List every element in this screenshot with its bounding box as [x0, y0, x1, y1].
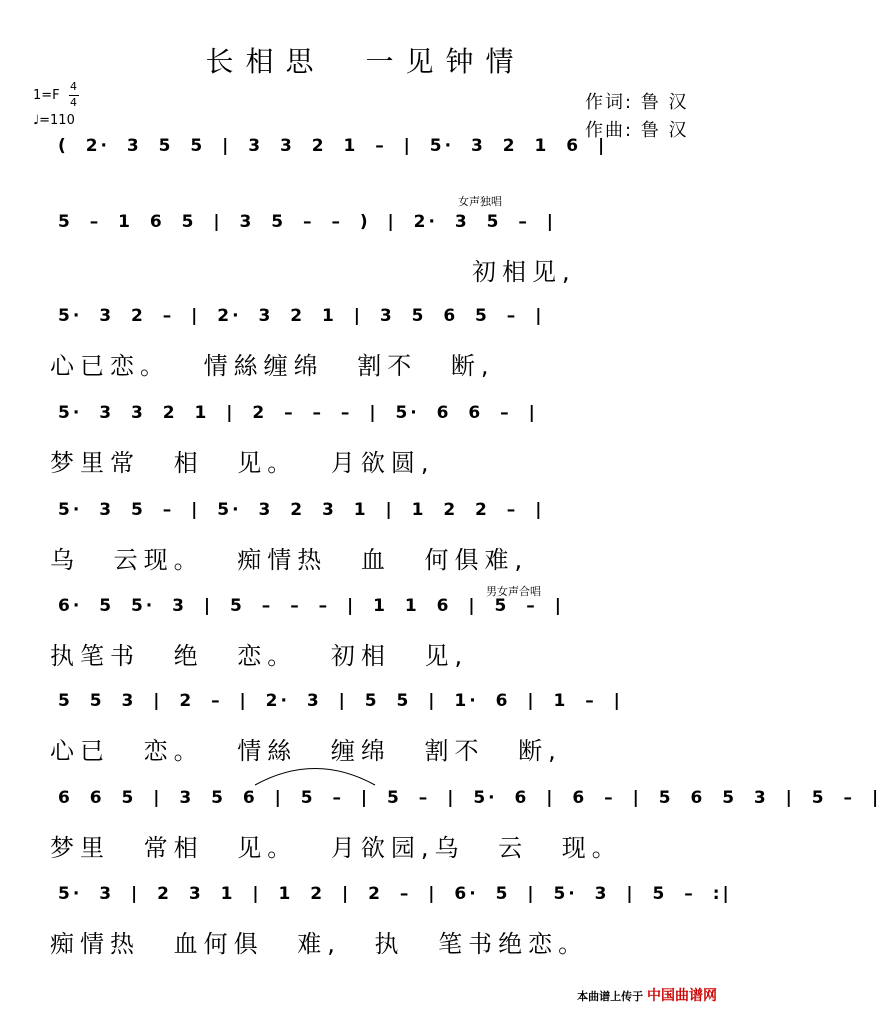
lyrics-line-7: 心已 恋。 情絲 缠绵 割不 断,: [50, 737, 562, 765]
time-signature-denominator: 4: [70, 96, 77, 109]
notation-line-5: 5· 3 5 – | 5· 3 2 3 1 | 1 2 2 – |: [58, 500, 545, 520]
duet-annotation: 男女声合唱: [486, 585, 541, 598]
notation-line-9: 5· 3 | 2 3 1 | 1 2 | 2 – | 6· 5 | 5· 3 | 5 – :|: [58, 884, 732, 904]
page-title: 长相思 一见钟情: [205, 45, 526, 78]
lyrics-line-2: 初相见,: [472, 258, 576, 286]
lyrics-line-8: 梦里 常相 见。 月欲园,乌 云 现。: [50, 834, 622, 862]
lyrics-line-3: 心已恋。 情絲缠绵 割不 断,: [50, 352, 495, 380]
notation-line-7: 5 5 3 | 2 – | 2· 3 | 5 5 | 1· 6 | 1 – |: [58, 691, 623, 711]
notation-line-3: 5· 3 2 – | 2· 3 2 1 | 3 5 6 5 – |: [58, 306, 545, 326]
tempo-marking: ♩=110: [33, 113, 75, 128]
female-solo-annotation: 女声独唱: [458, 195, 502, 208]
key-signature: 1=F: [33, 88, 60, 103]
notation-line-8: 6 6 5 | 3 5 6 | 5 – | 5 – | 5· 6 | 6 – | 5 6 5 3 | 5 – |: [58, 788, 881, 808]
lyrics-line-4: 梦里常 相 见。 月欲圆,: [50, 449, 435, 477]
notation-line-2: 5 – 1 6 5 | 3 5 – – ) | 2· 3 5 – |: [58, 212, 557, 232]
lyrics-line-5: 乌 云现。 痴情热 血 何俱难,: [50, 546, 529, 574]
notation-line-6: 6· 5 5· 3 | 5 – – – | 1 1 6 | 5 – |: [58, 596, 564, 616]
notation-line-4: 5· 3 3 2 1 | 2 – – – | 5· 6 6 – |: [58, 403, 538, 423]
lyricist-credit: 作词: 鲁 汉: [585, 92, 689, 113]
footer-credit: [577, 985, 717, 1005]
lyrics-line-9: 痴情热 血何俱 难, 执 笔书绝恋。: [50, 930, 589, 958]
notation-line-1: ( 2· 3 5 5 | 3 3 2 1 – | 5· 3 2 1 6 |: [58, 136, 608, 156]
time-signature-numerator: 4: [70, 80, 77, 93]
composer-credit: 作曲: 鲁 汉: [585, 120, 689, 141]
lyrics-line-6: 执笔书 绝 恋。 初相 见,: [50, 642, 469, 670]
slur-mark: [250, 760, 380, 790]
site-logo: 中国曲谱网: [647, 988, 717, 1004]
footer-text: 本曲谱上传于: [577, 990, 644, 1003]
